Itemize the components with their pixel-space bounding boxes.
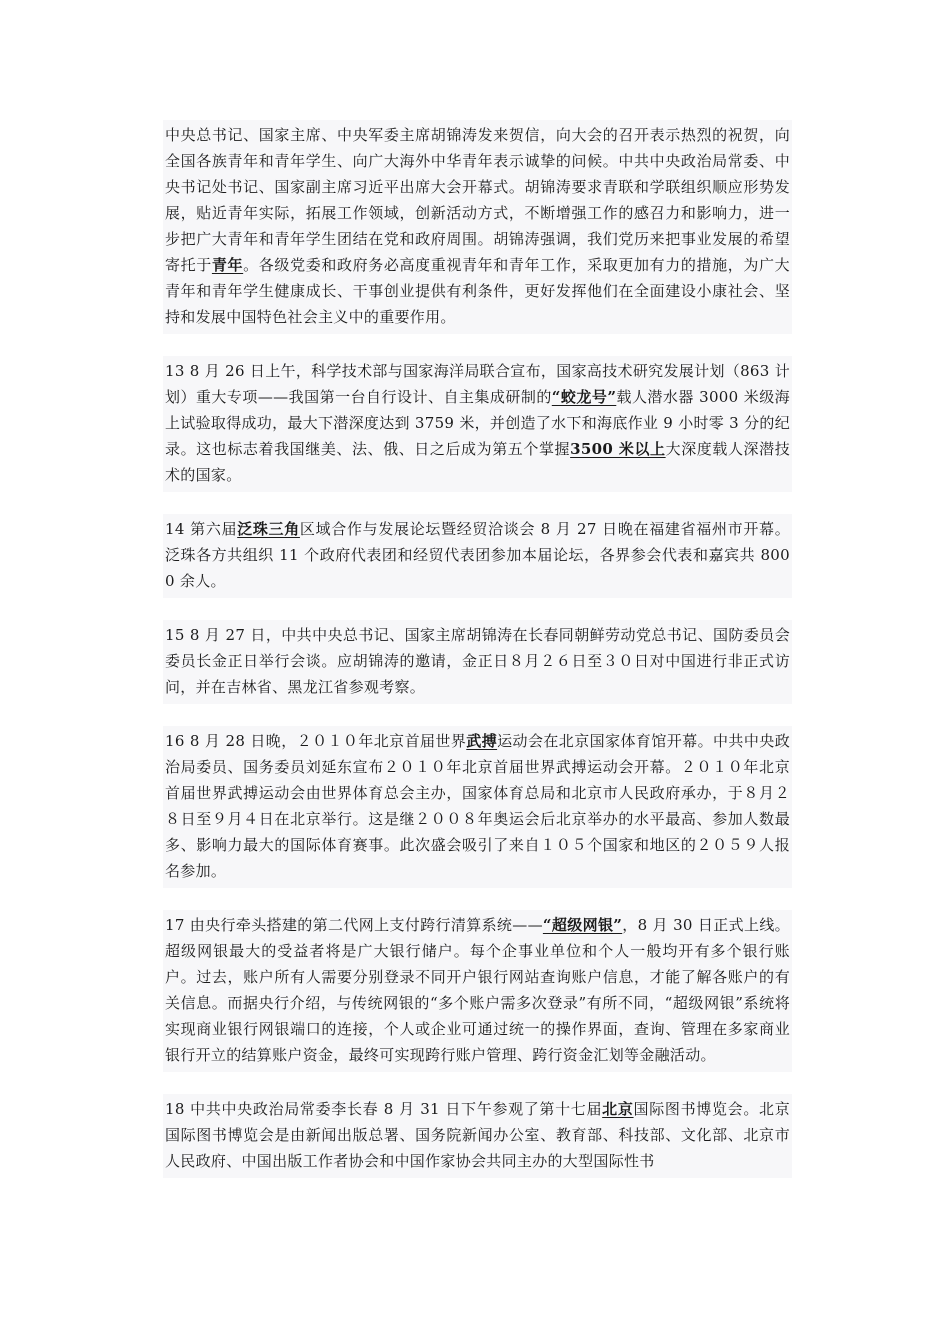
paragraph-gap (163, 704, 792, 726)
text-segment: 大深度载人深潜技术的国家。 (165, 440, 790, 484)
paragraph-gap (163, 334, 792, 356)
text-segment: 15 8 月 27 日，中共中央总书记、国家主席胡锦涛在长春同朝鲜劳动党总书记、国防委员会委员长金正日举行会谈。应胡锦涛的邀请，金正日８月２６日至３０日对中国进行非正式访问，并在吉林省、黑龙江省参观考察。 (165, 626, 790, 696)
text-segment: 中央总书记、国家主席、中央军委主席胡锦涛发来贺信，向大会的召开表示热烈的祝贺，向全国各族青年和青年学生、向广大海外中华青年表示诚挚的问候。中共中央政治局常委、中央书记处书记、国家副主席习近平出席大会开幕式。胡锦涛要求青联和学联组织顺应形势发展，贴近青年实际，拓展工作领域，创新活动方式，不断增强工作的感召力和影响力，进一步把广大青年和青年学生团结在党和政府周围。胡锦涛强调，我们党历来把事业发展的希望寄托于 (165, 126, 790, 274)
paragraph-item-13 (163, 356, 792, 492)
link-pan-pearl-delta[interactable]: 泛珠三角 (237, 520, 300, 538)
text-segment: 运动会在北京国家体育馆开幕。中共中央政治局委员、国务委员刘延东宣布２０１０年北京首届世界武搏运动会开幕。２０１０年北京首届世界武搏运动会由世界体育总会主办，国家体育总局和北京市人民政府承办，于８月２８日至９月４日在北京举行。这是继２００８年奥运会后北京举办的水平最高、参加人数最多、影响力最大的国际体育赛事。此次盛会吸引了来自１０５个国家和地区的２０５９人报名参加。 (165, 732, 790, 880)
paragraph-item-17 (163, 910, 792, 1072)
paragraph-item-14 (163, 514, 792, 598)
text-segment: 区域合作与发展论坛暨经贸洽谈会 8 月 27 日晚在福建省福州市开幕。泛珠各方共组织 11 个政府代表团和经贸代表团参加本届论坛，各界参会代表和嘉宾共 8000 余人。 (165, 520, 790, 590)
text-segment: 14 第六届 (165, 520, 238, 538)
paragraph-item-16 (163, 726, 792, 888)
link-3500m[interactable]: 3500 米以上 (570, 440, 666, 458)
paragraph-gap (163, 492, 792, 514)
text-segment: 17 由央行牵头搭建的第二代网上支付跨行清算系统—— (165, 916, 543, 934)
link-youth[interactable]: 青年 (211, 256, 244, 274)
text-segment: 16 8 月 28 日晚，２０１０年北京首届世界 (165, 732, 467, 750)
text-segment: 18 中共中央政治局常委李长春 8 月 31 日下午参观了第十七届 (165, 1100, 603, 1118)
link-super-ebank[interactable]: “超级网银” (542, 916, 623, 934)
link-beijing[interactable]: 北京 (602, 1100, 634, 1118)
paragraph-gap (163, 1072, 792, 1094)
text-segment: 13 8 月 26 日上午，科学技术部与国家海洋局联合宣布，国家高技术研究发展计划（863 计划）重大专项——我国第一台自行设计、自主集成研制的 (165, 362, 790, 406)
link-jiaolong[interactable]: “蛟龙号” (551, 388, 617, 406)
text-segment: 国际图书博览会。北京国际图书博览会是由新闻出版总署、国务院新闻办公室、教育部、科技部、文化部、北京市人民政府、中国出版工作者协会和中国作家协会共同主办的大型国际性书 (165, 1100, 790, 1170)
text-segment: 载人潜水器 3000 米级海上试验取得成功，最大下潜深度达到 3759 米，并创造了水下和海底作业 9 小时零 3 分的纪录。这也标志着我国继美、法、俄、日之后成为第五个掌握 (165, 388, 790, 458)
text-segment: 。各级党委和政府务必高度重视青年和青年工作，采取更加有力的措施，为广大青年和青年学生健康成长、干事创业提供有利条件，更好发挥他们在全面建设小康社会、坚持和发展中国特色社会主义中的重要作用。 (165, 256, 790, 326)
paragraph-gap (163, 598, 792, 620)
text-segment: ，8 月 30 日正式上线。超级网银最大的受益者将是广大银行储户。每个企事业单位和个人一般均开有多个银行账户。过去，账户所有人需要分别登录不同开户银行网站查询账户信息，才能了解各账户的有关信息。而据央行介绍，与传统网银的“多个账户需多次登录”有所不同，“超级网银”系统将实现商业银行网银端口的连接，个人或企业可通过统一的操作界面，查询、管理在多家商业银行开立的结算账户资金，最终可实现跨行账户管理、跨行资金汇划等金融活动。 (165, 916, 790, 1064)
paragraph-item-15 (163, 620, 792, 704)
paragraph-item-18 (163, 1094, 792, 1178)
paragraph-gap (163, 888, 792, 910)
link-wubo[interactable]: 武搏 (466, 732, 498, 750)
paragraph-youth-congress (163, 120, 792, 334)
document-body (163, 120, 792, 1178)
